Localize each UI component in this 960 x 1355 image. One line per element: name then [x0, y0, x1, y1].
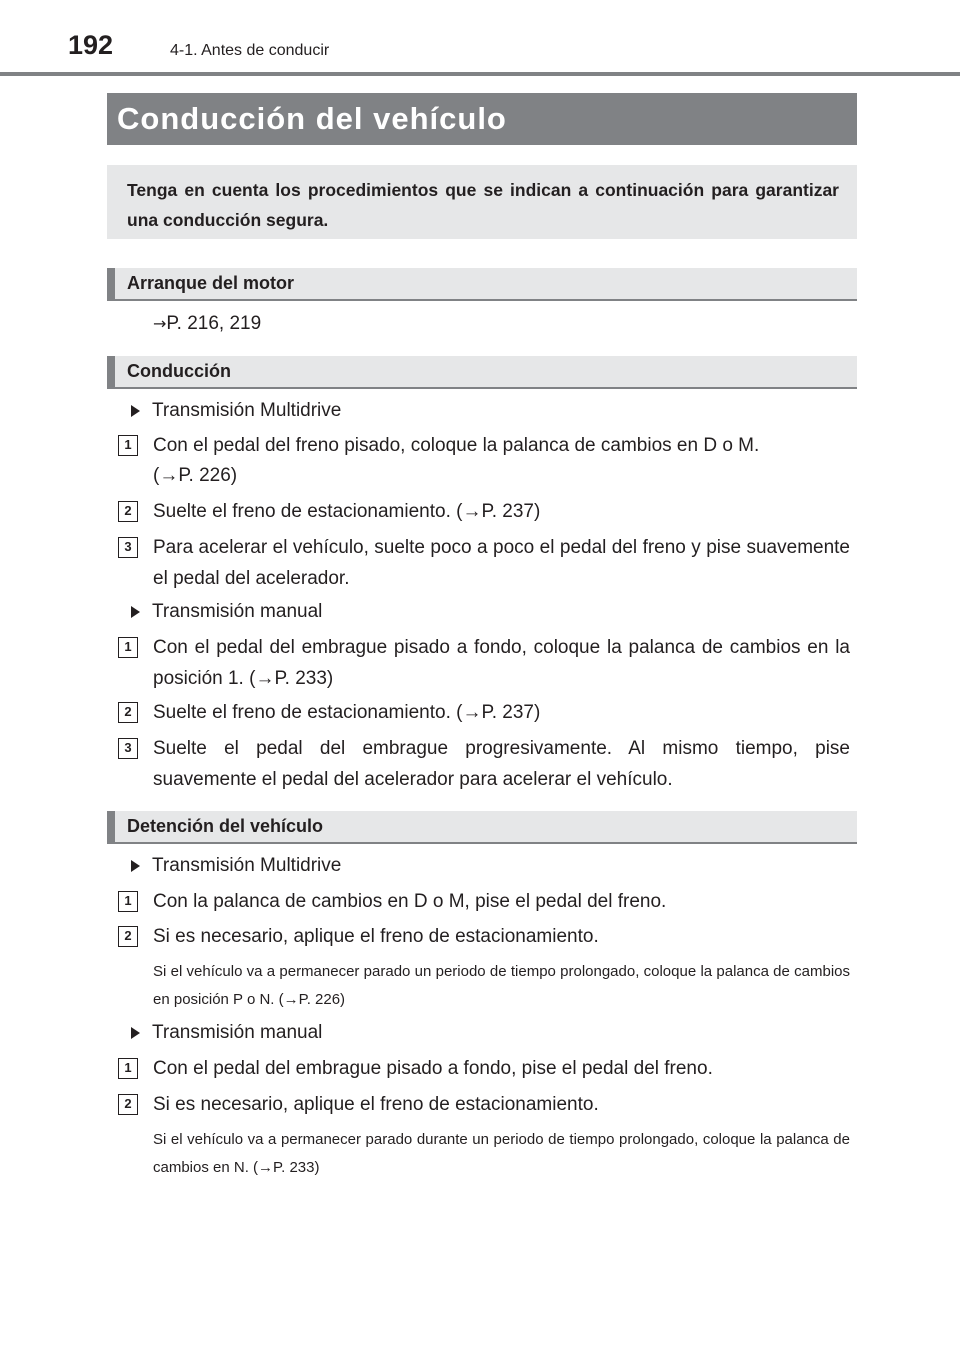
- step-number-badge: 3: [118, 537, 138, 558]
- page-reference: [153, 314, 850, 334]
- note-text: Si el vehículo va a permanecer parado durante un periodo de tiempo prolongado, coloque la palanca de cambios en N. (→P. 233): [153, 1131, 850, 1176]
- triangle-bullet-icon: [131, 606, 140, 618]
- step-number-badge: 2: [118, 1094, 138, 1115]
- subheading-multidrive: [131, 400, 341, 422]
- step-number-badge: 2: [118, 501, 138, 522]
- page-title-bar: [107, 93, 857, 145]
- step-text: Suelte el freno de estacionamiento. (→P. 237): [153, 702, 541, 723]
- intro-text: Tenga en cuenta los procedimientos que se indican a continuación para garantizar una conducción segura.: [127, 180, 839, 230]
- section-heading-detencion: [107, 811, 857, 844]
- subheading-label: Transmisión Multidrive: [152, 855, 342, 876]
- subheading-manual: [131, 601, 322, 623]
- arrow-right-icon: →: [153, 314, 167, 333]
- step-text: Si es necesario, aplique el freno de estacionamiento.: [153, 1094, 599, 1115]
- step-text: Con la palanca de cambios en D o M, pise el pedal del freno.: [153, 891, 667, 912]
- subheading-label: Transmisión manual: [152, 601, 323, 622]
- page-title: Conducción del vehículo: [117, 101, 507, 136]
- reference-text: P. 216, 219: [166, 313, 262, 334]
- step-text: Con el pedal del embrague pisado a fondo, coloque la palanca de cambios en la posición 1. (→P. 233): [153, 637, 850, 689]
- step-text: Para acelerar el vehículo, suelte poco a poco el pedal del freno y pise suavemente el pedal del acelerador.: [153, 537, 850, 589]
- section-heading-arranque: [107, 268, 857, 301]
- subheading-multidrive: [131, 855, 341, 877]
- step-number-badge: 1: [118, 435, 138, 456]
- step-text-continued: (→P. 226): [153, 465, 238, 486]
- step-number-badge: 3: [118, 738, 138, 759]
- subheading-manual: [131, 1022, 322, 1044]
- header-divider: [0, 72, 960, 76]
- step-number-badge: 2: [118, 926, 138, 947]
- triangle-bullet-icon: [131, 405, 140, 417]
- triangle-bullet-icon: [131, 1027, 140, 1039]
- step-number-badge: 1: [118, 891, 138, 912]
- step-number-badge: 2: [118, 702, 138, 723]
- note-text: Si el vehículo va a permanecer parado un periodo de tiempo prolongado, coloque la palanca de cambios en posición P o N. (→P. 226): [153, 963, 850, 1008]
- subheading-label: Transmisión Multidrive: [152, 400, 342, 421]
- step-text: Con el pedal del freno pisado, coloque la palanca de cambios en D o M.: [153, 435, 760, 456]
- intro-box: [107, 165, 857, 239]
- step-text: Con el pedal del embrague pisado a fondo, pise el pedal del freno.: [153, 1058, 713, 1079]
- section-heading-conduccion: [107, 356, 857, 389]
- triangle-bullet-icon: [131, 860, 140, 872]
- step-number-badge: 1: [118, 637, 138, 658]
- subheading-label: Transmisión manual: [152, 1022, 323, 1043]
- step-text: Suelte el freno de estacionamiento. (→P. 237): [153, 501, 541, 522]
- section-heading-label: Arranque del motor: [127, 273, 295, 293]
- section-heading-label: Conducción: [127, 361, 231, 381]
- step-text: Si es necesario, aplique el freno de estacionamiento.: [153, 926, 599, 947]
- breadcrumb: 4-1. Antes de conducir: [170, 42, 330, 59]
- section-heading-label: Detención del vehículo: [127, 816, 324, 836]
- step-number-badge: 1: [118, 1058, 138, 1079]
- step-text: Suelte el pedal del embrague progresivamente. Al mismo tiempo, pise suavemente el pedal del acelerador para acelerar el vehículo.: [153, 738, 850, 790]
- page-number: 192: [68, 30, 114, 60]
